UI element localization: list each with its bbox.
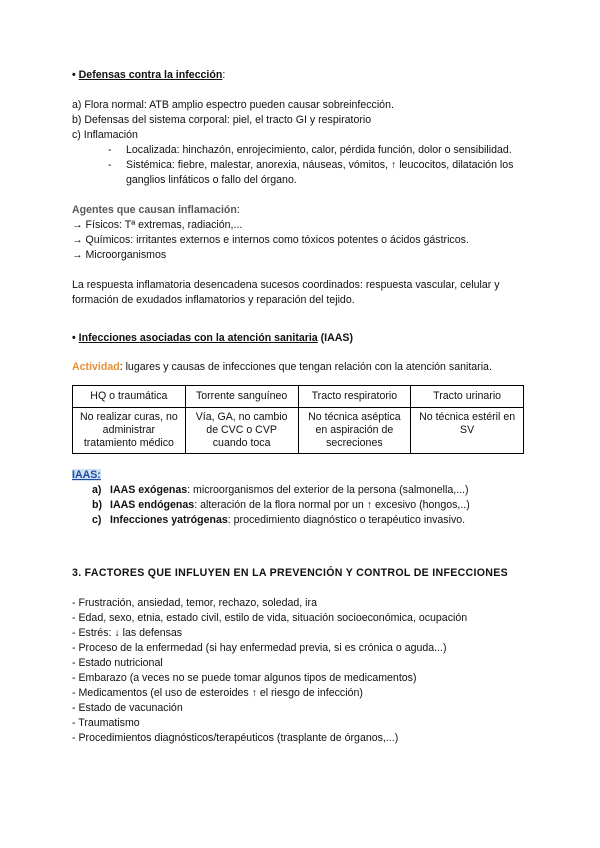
section2-title-suffix: (IAAS) xyxy=(320,332,354,344)
table-header: Tracto urinario xyxy=(411,386,524,408)
list-item: - Frustración, ansiedad, temor, rechazo, soledad, ira xyxy=(72,597,317,609)
activity-text: : lugares y causas de infecciones que tengan relación con la atención sanitaria. xyxy=(119,361,492,373)
list-item: - Traumatismo xyxy=(72,717,140,729)
factors-list xyxy=(72,596,532,746)
section2-heading: • Infecciones asociadas con la atención sanitaria (IAAS) xyxy=(72,332,354,344)
agents-heading: Agentes que causan inflamación: xyxy=(72,204,240,216)
table-cell: No técnica aséptica en aspiración de secreciones xyxy=(298,408,411,454)
agent-microorganisms: → Microorganismos xyxy=(72,249,167,261)
section2-title: Infecciones asociadas con la atención sanitaria xyxy=(78,332,318,344)
inflammation-list xyxy=(72,143,532,188)
section1-heading: • Defensas contra la infección: xyxy=(72,69,226,81)
defense-item-a: a) Flora normal: ATB amplio espectro pueden causar sobreinfección. xyxy=(72,99,394,111)
list-item: - Estado de vacunación xyxy=(72,702,183,714)
activity-label: Actividad xyxy=(72,361,120,373)
document-page xyxy=(72,68,532,746)
table-header: Tracto respiratorio xyxy=(298,386,411,408)
activity-line xyxy=(72,360,532,375)
list-item: - Embarazo (a veces no se puede tomar algunos tipos de medicamentos) xyxy=(72,672,417,684)
table-cell: Vía, GA, no cambio de CVC o CVP cuando toca xyxy=(185,408,298,454)
list-item: - Medicamentos (el uso de esteroides ↑ el riesgo de infección) xyxy=(72,687,363,699)
defense-item-b: b) Defensas del sistema corporal: piel, el tracto GI y respiratorio xyxy=(72,114,372,126)
list-item: - Estado nutricional xyxy=(72,657,163,669)
iaas-title: IAAS: xyxy=(72,469,101,481)
list-item: - Proceso de la enfermedad (si hay enfermedad previa, si es crónica o aguda...) xyxy=(72,642,447,654)
inflammation-local: - Localizada: hinchazón, enrojecimiento, calor, pérdida función, dolor o sensibilidad. xyxy=(108,143,532,158)
list-item: - Procedimientos diagnósticos/terapéuticos (trasplante de órganos,...) xyxy=(72,732,399,744)
inflammation-systemic: - Sistémica: fiebre, malestar, anorexia, náuseas, vómitos, ↑ leucocitos, dilatación los ganglios linfáticos o fallo del órgano. xyxy=(108,158,532,188)
list-item: - Edad, sexo, etnia, estado civil, estilo de vida, situación socioeconómica, ocupación xyxy=(72,612,468,624)
table-cell: No técnica estéril en SV xyxy=(411,408,524,454)
inflammatory-response-paragraph: La respuesta inflamatoria desencadena sucesos coordinados: respuesta vascular, celular y formación de exudados inflamatorios y reparación del tejido. xyxy=(72,279,500,306)
table-header-row xyxy=(73,386,524,408)
iaas-item-exogenous: a) IAAS exógenas: microorganismos del exterior de la persona (salmonella,...) xyxy=(92,484,469,496)
table-row xyxy=(73,408,524,454)
iaas-item-iatrogenic: c) Infecciones yatrógenas: procedimiento diagnóstico o terapéutico invasivo. xyxy=(92,514,466,526)
section3-title: 3. FACTORES QUE INFLUYEN EN LA PREVENCIÓN Y CONTROL DE INFECCIONES xyxy=(72,567,508,579)
infection-sites-table xyxy=(72,385,524,454)
iaas-heading xyxy=(72,468,532,483)
defense-item-c: c) Inflamación xyxy=(72,129,138,141)
table-header: Torrente sanguíneo xyxy=(185,386,298,408)
table-cell: No realizar curas, no administrar tratamiento médico xyxy=(73,408,186,454)
agents-title: Agentes que causan inflamación xyxy=(72,204,237,216)
agent-physical: → Físicos: Tª extremas, radiación,... xyxy=(72,219,243,231)
iaas-item-endogenous: b) IAAS endógenas: alteración de la flora normal por un ↑ excesivo (hongos,..) xyxy=(92,499,470,511)
section1-title: Defensas contra la infección xyxy=(78,69,223,81)
iaas-list xyxy=(72,483,532,528)
list-item: - Estrés: ↓ las defensas xyxy=(72,627,183,639)
table-header: HQ o traumática xyxy=(73,386,186,408)
agent-chemical: → Químicos: irritantes externos e internos como tóxicos potentes o ácidos gástricos. xyxy=(72,234,469,246)
